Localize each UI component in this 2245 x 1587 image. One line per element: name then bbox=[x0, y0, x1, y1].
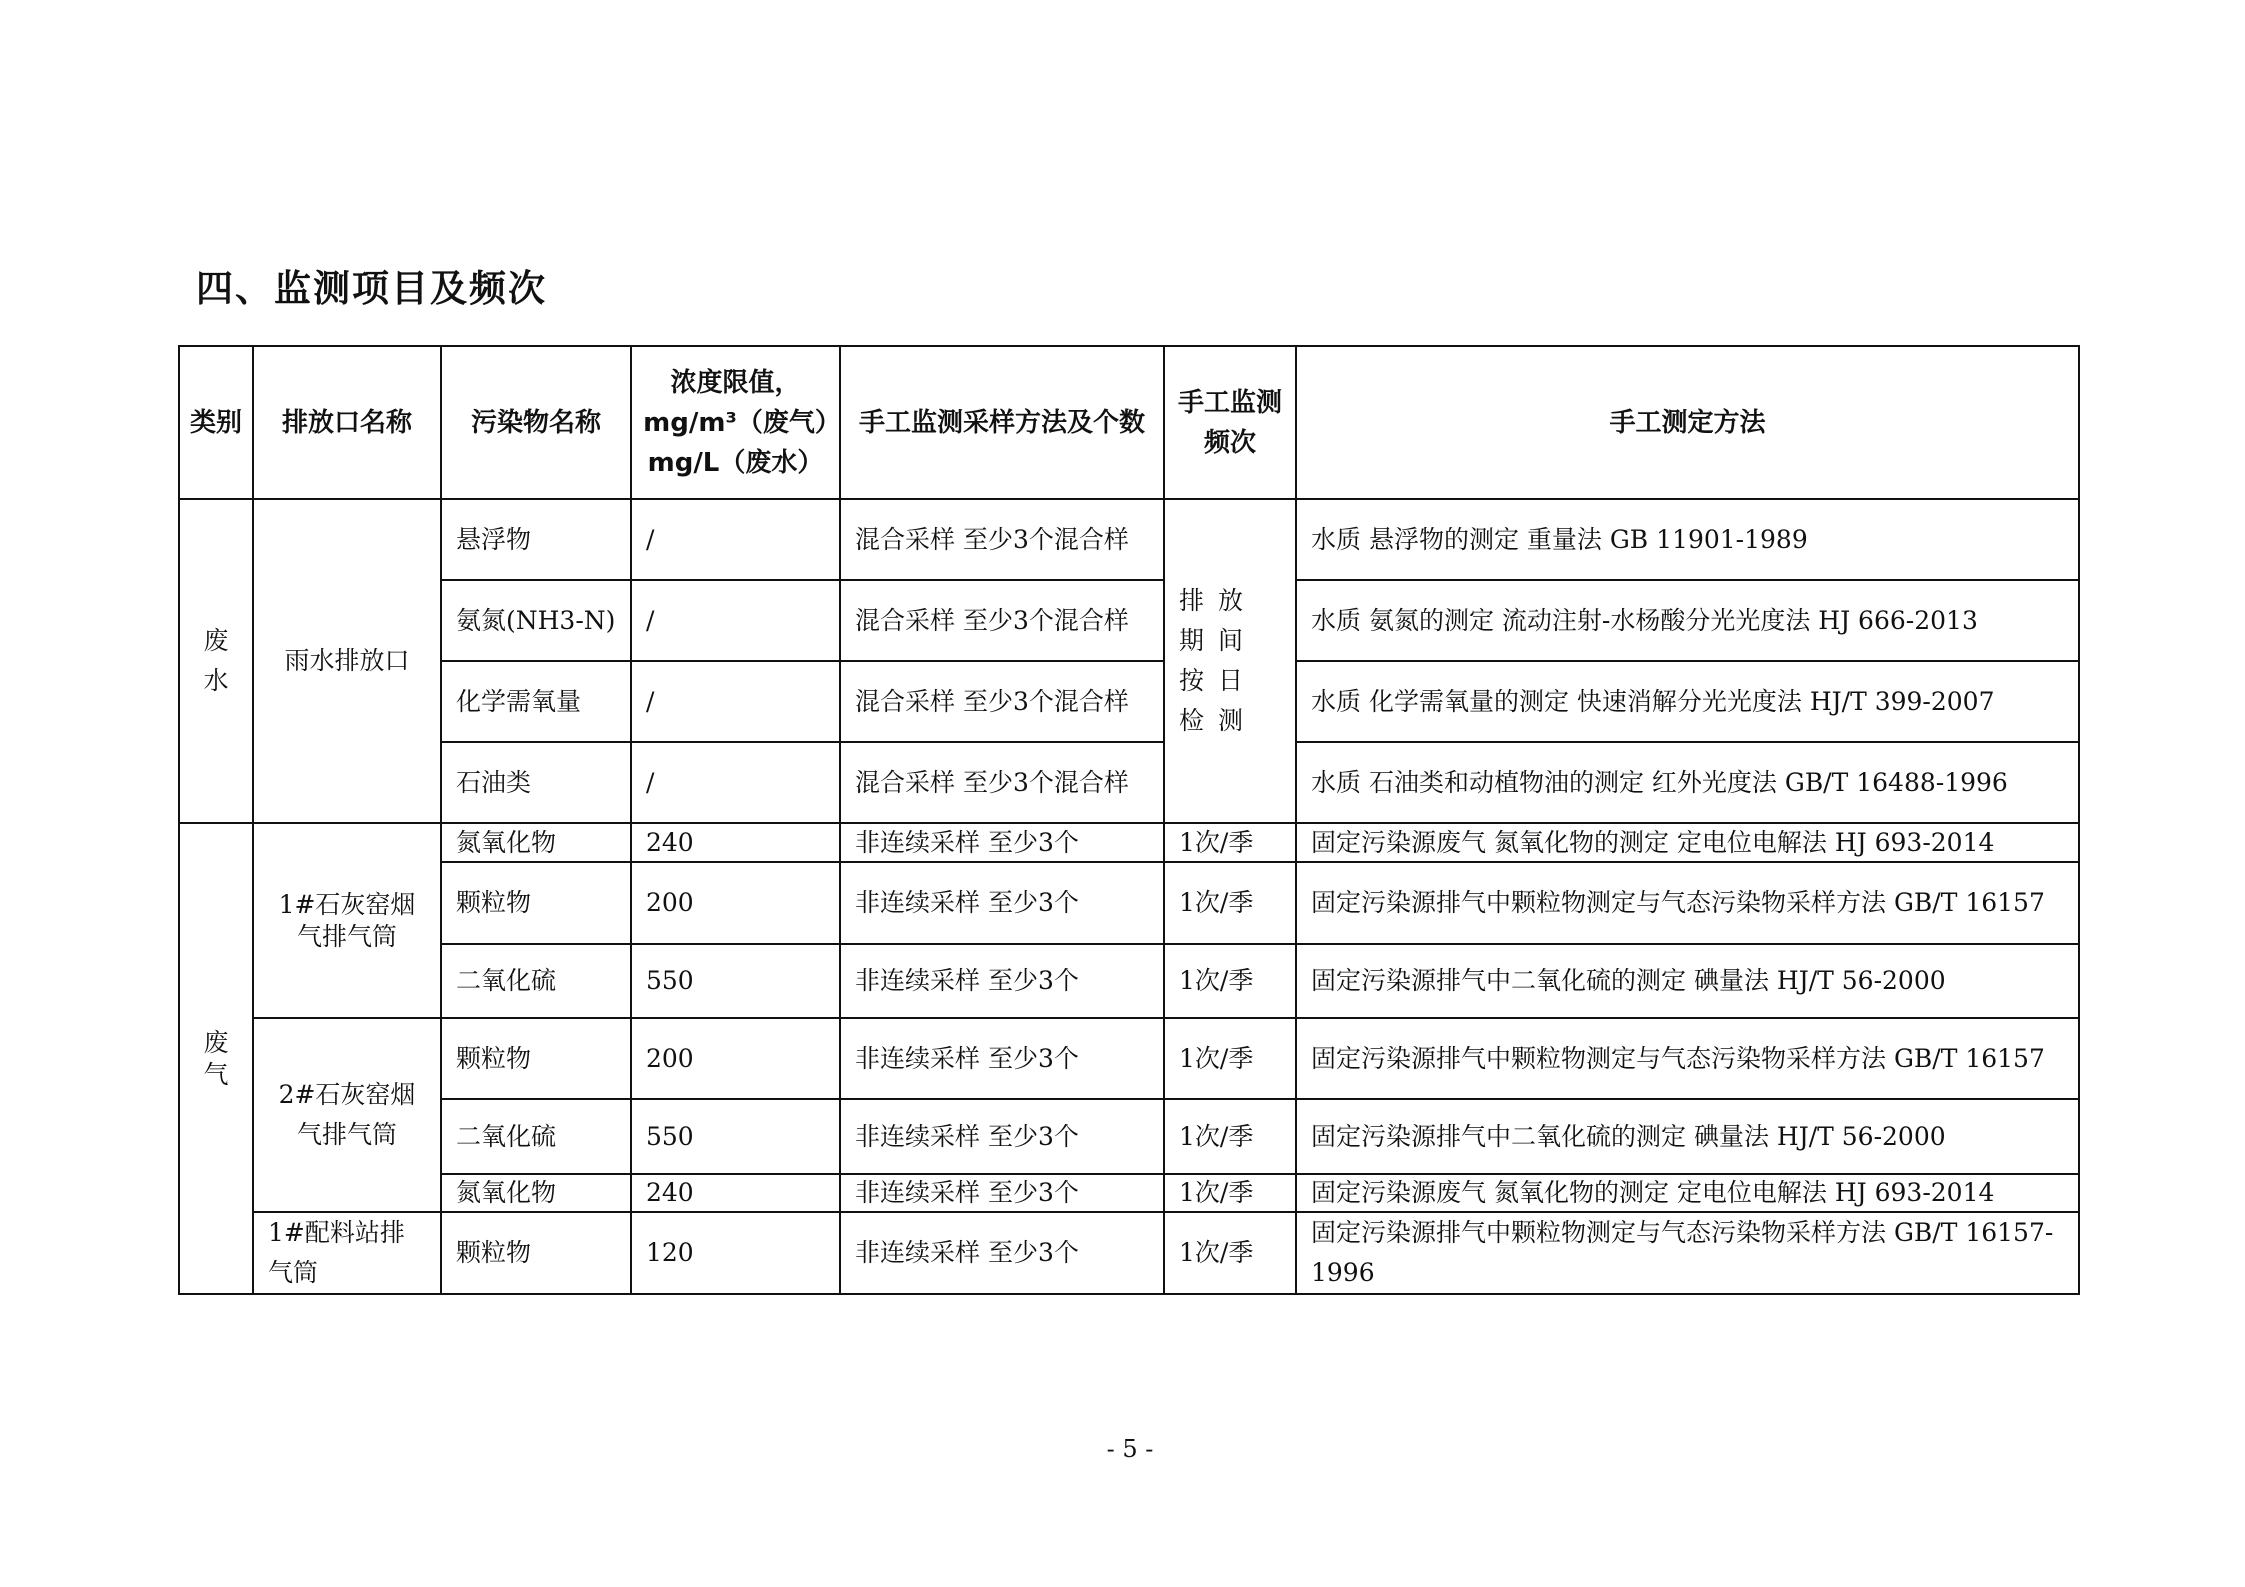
limit-cell: 200 bbox=[631, 1018, 840, 1099]
limit-cell: 240 bbox=[631, 1174, 840, 1212]
sampling-cell: 非连续采样 至少3个 bbox=[840, 1018, 1164, 1099]
sampling-cell: 混合采样 至少3个混合样 bbox=[840, 661, 1164, 742]
limit-cell: / bbox=[631, 742, 840, 823]
method-cell: 固定污染源排气中二氧化硫的测定 碘量法 HJ/T 56-2000 bbox=[1296, 1099, 2079, 1174]
table-row bbox=[179, 1099, 2079, 1174]
pollutant-cell: 颗粒物 bbox=[441, 1212, 631, 1294]
method-cell: 水质 石油类和动植物油的测定 红外光度法 GB/T 16488-1996 bbox=[1296, 742, 2079, 823]
limit-cell: 550 bbox=[631, 1099, 840, 1174]
pollutant-cell: 氮氧化物 bbox=[441, 1174, 631, 1212]
table-row bbox=[179, 1212, 2079, 1294]
table-row bbox=[179, 944, 2079, 1018]
pollutant-cell: 氮氧化物 bbox=[441, 823, 631, 862]
frequency-cell: 1次/季 bbox=[1164, 823, 1296, 862]
section-title: 四、监测项目及频次 bbox=[196, 267, 547, 310]
pollutant-cell: 化学需氧量 bbox=[441, 661, 631, 742]
pollutant-cell: 二氧化硫 bbox=[441, 944, 631, 1018]
header-outlet: 排放口名称 bbox=[253, 346, 441, 499]
sampling-cell: 非连续采样 至少3个 bbox=[840, 1099, 1164, 1174]
sampling-cell: 非连续采样 至少3个 bbox=[840, 1212, 1164, 1294]
category-cell: 废气 bbox=[179, 823, 253, 1294]
limit-cell: / bbox=[631, 499, 840, 580]
limit-cell: 120 bbox=[631, 1212, 840, 1294]
table-row bbox=[179, 823, 2079, 862]
limit-cell: 550 bbox=[631, 944, 840, 1018]
table-row bbox=[179, 1018, 2079, 1099]
header-method: 手工测定方法 bbox=[1296, 346, 2079, 499]
method-cell: 固定污染源排气中颗粒物测定与气态污染物采样方法 GB/T 16157 bbox=[1296, 1018, 2079, 1099]
pollutant-cell: 颗粒物 bbox=[441, 1018, 631, 1099]
method-cell: 水质 氨氮的测定 流动注射-水杨酸分光光度法 HJ 666-2013 bbox=[1296, 580, 2079, 661]
header-row bbox=[179, 346, 2079, 499]
frequency-cell: 1次/季 bbox=[1164, 1018, 1296, 1099]
method-cell: 水质 悬浮物的测定 重量法 GB 11901-1989 bbox=[1296, 499, 2079, 580]
limit-cell: / bbox=[631, 580, 840, 661]
frequency-cell: 排放期间按日检测 bbox=[1164, 499, 1296, 823]
sampling-cell: 非连续采样 至少3个 bbox=[840, 862, 1164, 944]
header-limit: 浓度限值，mg/m³（废气）mg/L（废水） bbox=[631, 346, 840, 499]
frequency-cell: 1次/季 bbox=[1164, 1099, 1296, 1174]
limit-cell: 200 bbox=[631, 862, 840, 944]
header-category: 类别 bbox=[179, 346, 253, 499]
method-cell: 固定污染源排气中颗粒物测定与气态污染物采样方法 GB/T 16157 bbox=[1296, 862, 2079, 944]
table-row bbox=[179, 742, 2079, 823]
frequency-cell: 1次/季 bbox=[1164, 1174, 1296, 1212]
pollutant-cell: 石油类 bbox=[441, 742, 631, 823]
monitoring-table bbox=[178, 345, 2080, 1295]
outlet-cell: 1#配料站排气筒 bbox=[253, 1212, 441, 1294]
limit-cell: / bbox=[631, 661, 840, 742]
pollutant-cell: 悬浮物 bbox=[441, 499, 631, 580]
table-row bbox=[179, 862, 2079, 944]
pollutant-cell: 颗粒物 bbox=[441, 862, 631, 944]
limit-cell: 240 bbox=[631, 823, 840, 862]
table-row bbox=[179, 580, 2079, 661]
sampling-cell: 混合采样 至少3个混合样 bbox=[840, 499, 1164, 580]
pollutant-cell: 二氧化硫 bbox=[441, 1099, 631, 1174]
pollutant-cell: 氨氮(NH3-N) bbox=[441, 580, 631, 661]
page-number: - 5 - bbox=[1106, 1435, 1154, 1463]
method-cell: 固定污染源废气 氮氧化物的测定 定电位电解法 HJ 693-2014 bbox=[1296, 1174, 2079, 1212]
table-row bbox=[179, 499, 2079, 580]
frequency-cell: 1次/季 bbox=[1164, 1212, 1296, 1294]
sampling-cell: 混合采样 至少3个混合样 bbox=[840, 580, 1164, 661]
outlet-cell: 雨水排放口 bbox=[253, 499, 441, 823]
sampling-cell: 非连续采样 至少3个 bbox=[840, 823, 1164, 862]
header-frequency: 手工监测频次 bbox=[1164, 346, 1296, 499]
sampling-cell: 非连续采样 至少3个 bbox=[840, 944, 1164, 1018]
method-cell: 固定污染源废气 氮氧化物的测定 定电位电解法 HJ 693-2014 bbox=[1296, 823, 2079, 862]
outlet-cell: 2#石灰窑烟气排气筒 bbox=[253, 1018, 441, 1212]
header-pollutant: 污染物名称 bbox=[441, 346, 631, 499]
method-cell: 固定污染源排气中二氧化硫的测定 碘量法 HJ/T 56-2000 bbox=[1296, 944, 2079, 1018]
sampling-cell: 非连续采样 至少3个 bbox=[840, 1174, 1164, 1212]
sampling-cell: 混合采样 至少3个混合样 bbox=[840, 742, 1164, 823]
method-cell: 水质 化学需氧量的测定 快速消解分光光度法 HJ/T 399-2007 bbox=[1296, 661, 2079, 742]
outlet-cell: 1#石灰窑烟气排气筒 bbox=[253, 823, 441, 1018]
category-cell: 废水 bbox=[179, 499, 253, 823]
frequency-cell: 1次/季 bbox=[1164, 862, 1296, 944]
header-sampling: 手工监测采样方法及个数 bbox=[840, 346, 1164, 499]
table-row bbox=[179, 1174, 2079, 1212]
method-cell: 固定污染源排气中颗粒物测定与气态污染物采样方法 GB/T 16157-1996 bbox=[1296, 1212, 2079, 1294]
frequency-cell: 1次/季 bbox=[1164, 944, 1296, 1018]
table-row bbox=[179, 661, 2079, 742]
